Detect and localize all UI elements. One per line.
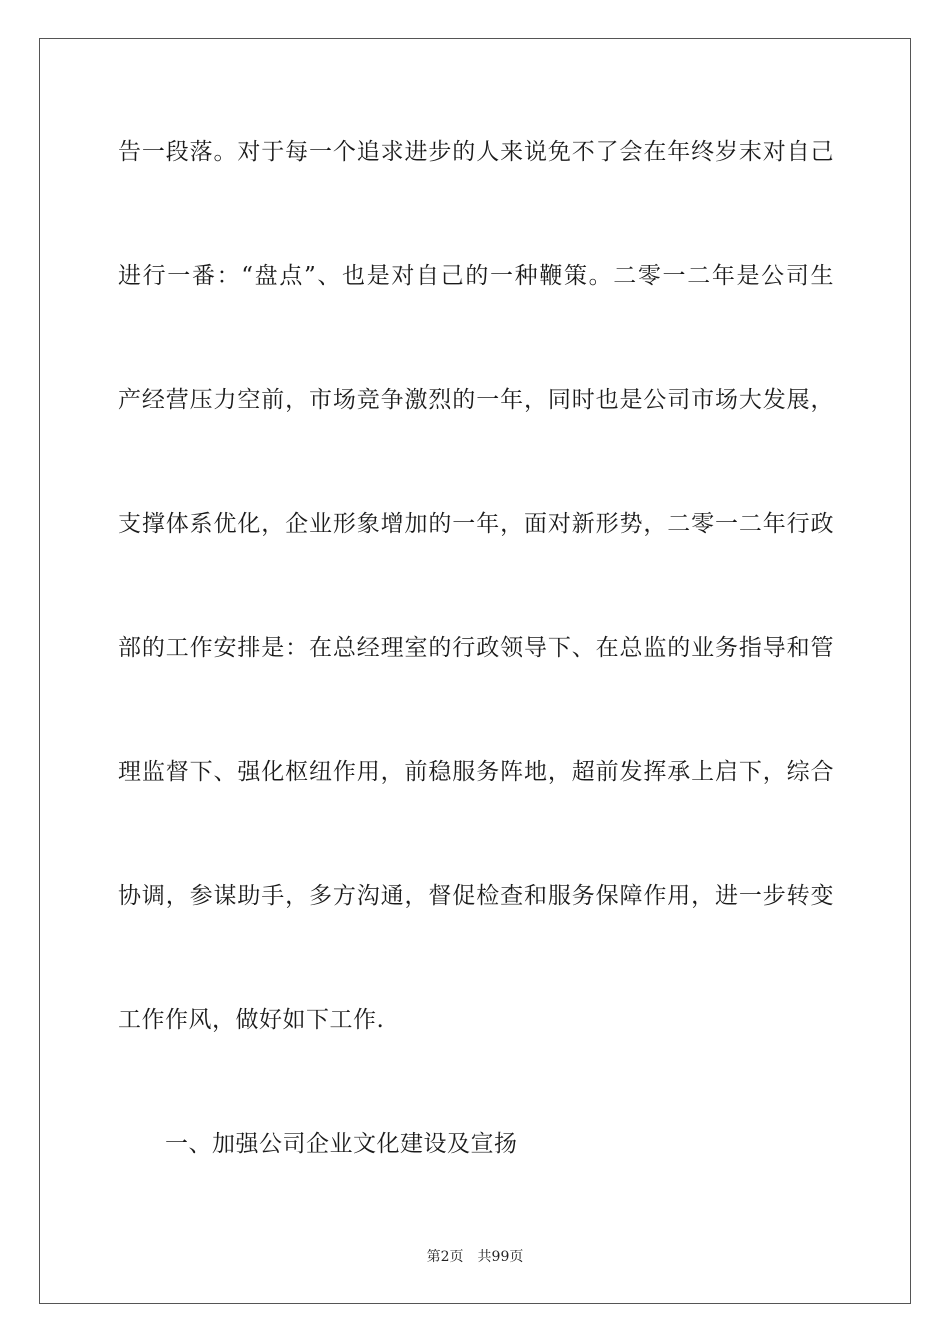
- page-total: 共99页: [477, 1249, 524, 1265]
- paragraph-line: 产经营压力空前，市场竞争激烈的一年，同时也是公司市场大发展，: [118, 387, 834, 413]
- page-number: 第2页: [426, 1249, 464, 1265]
- paragraph-line: 支撑体系优化，企业形象增加的一年，面对新形势，二零一二年行政: [118, 511, 834, 537]
- page-border: [39, 38, 911, 1304]
- paragraph-line: 理监督下、强化枢纽作用，前稳服务阵地，超前发挥承上启下，综合: [118, 759, 834, 785]
- paragraph-line: 告一段落。对于每一个追求进步的人来说免不了会在年终岁末对自己: [118, 139, 834, 165]
- paragraph-line: 协调，参谋助手，多方沟通，督促检查和服务保障作用，进一步转变: [118, 883, 834, 909]
- section-heading: 一、加强公司企业文化建设及宣扬: [165, 1131, 518, 1157]
- paragraph-line: 进行一番：“盘点”、也是对自己的一种鞭策。二零一二年是公司生: [118, 263, 834, 289]
- paragraph-line: 工作作风，做好如下工作.: [118, 1007, 385, 1033]
- page-footer: [0, 1248, 950, 1266]
- paragraph-line: 部的工作安排是：在总经理室的行政领导下、在总监的业务指导和管: [118, 635, 834, 661]
